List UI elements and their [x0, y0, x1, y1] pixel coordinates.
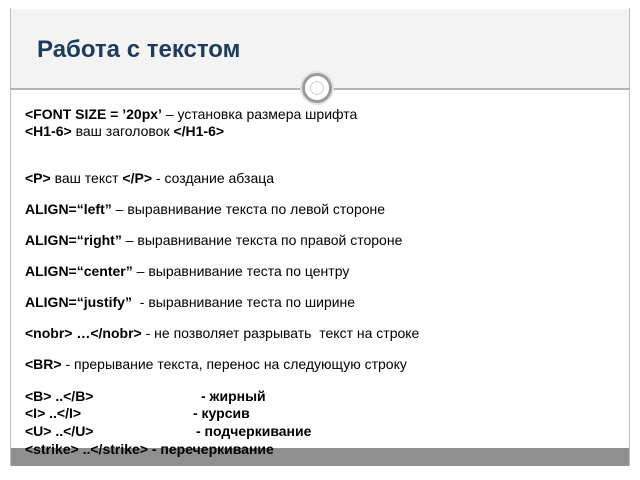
- list-item: [25, 123, 224, 139]
- list-item: [25, 405, 250, 421]
- ring-ornament-inner: [310, 81, 324, 95]
- list-item: [25, 325, 419, 341]
- tag-code-close: </P>: [118, 170, 152, 186]
- tag-code: <P>: [25, 170, 51, 186]
- list-item: [25, 106, 357, 122]
- description: выравнивание текста по правой стороне: [137, 232, 403, 248]
- tag-code: <H1-6>: [25, 123, 72, 139]
- list-item: [25, 441, 274, 457]
- description: ваш текст: [54, 170, 119, 186]
- separator: –: [161, 106, 178, 122]
- slide-title: Работа с текстом: [37, 36, 241, 63]
- description: не позволяет разрывать текст на строке: [154, 325, 420, 341]
- tag-code: <FONT SIZE = ’20px’: [25, 106, 162, 122]
- tag-code: ALIGN=“right”: [25, 232, 122, 248]
- separator: -: [141, 325, 155, 341]
- description: выравнивание теста по центру: [148, 263, 350, 279]
- description: выравнивание теста по ширине: [148, 294, 356, 310]
- tag-code: ALIGN=“center”: [25, 263, 133, 279]
- tag-code: ALIGN=“left”: [25, 201, 112, 217]
- separator: -: [61, 356, 75, 372]
- separator: –: [111, 201, 128, 217]
- list-item: [25, 423, 312, 439]
- list-item: [25, 201, 385, 217]
- description-tail: - создание абзаца: [152, 170, 275, 186]
- description: выравнивание текста по левой стороне: [127, 201, 386, 217]
- tag-code: <I> ..</I>: [25, 405, 82, 421]
- list-item: [25, 170, 274, 186]
- description: - подчеркивание: [196, 423, 312, 439]
- description: - жирный: [201, 388, 266, 404]
- description: ваш заголовок: [75, 123, 170, 139]
- tag-code: <U> ..</U>: [25, 423, 94, 439]
- list-item: [25, 294, 355, 310]
- tag-code: ALIGN=“justify”: [25, 294, 132, 310]
- separator: –: [121, 232, 138, 248]
- list-item: [25, 388, 266, 404]
- description: прерывание текста, перенос на следующую строку: [74, 356, 407, 372]
- ring-ornament-icon: [302, 73, 332, 103]
- list-item: [25, 263, 349, 279]
- list-item: [25, 356, 407, 372]
- list-item: [25, 232, 402, 248]
- tag-code-close: </H1-6>: [169, 123, 225, 139]
- description: установка размера шрифта: [177, 106, 358, 122]
- separator: -: [131, 294, 149, 310]
- description: - курсив: [193, 405, 250, 421]
- tag-code: <B> ..</B>: [25, 388, 94, 404]
- tag-code: <BR>: [25, 356, 62, 372]
- tag-code: <nobr> …</nobr>: [25, 325, 142, 341]
- tag-code: <strike> ..</strike>: [25, 441, 148, 457]
- description: - перечеркивание: [151, 441, 274, 457]
- separator: –: [132, 263, 149, 279]
